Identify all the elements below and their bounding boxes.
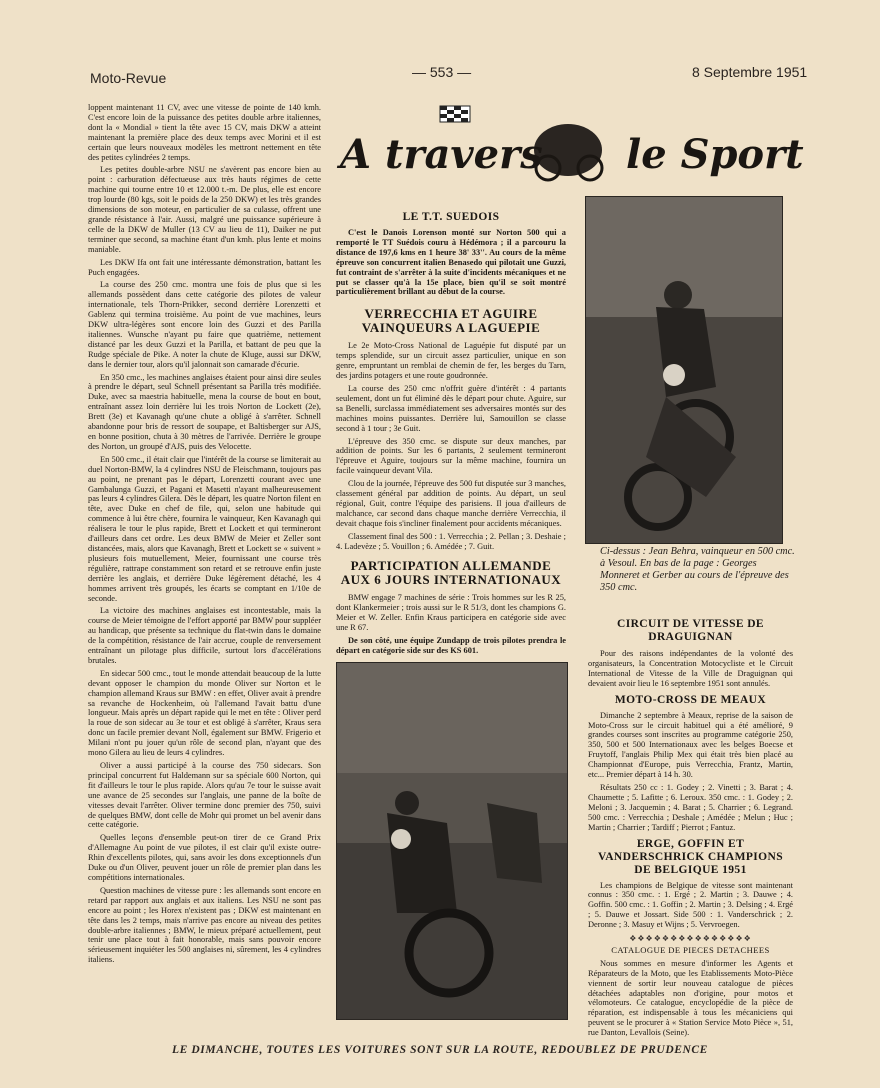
banner-logo [336, 102, 806, 194]
article-paragraph: Résultats 250 cc : 1. Godey ; 2. Vinetti ; 3. Barat ; 4. Chaumette ; 5. Lafitte ; 6. Leroux. 350 cmc. : 1. Godey ; 2. Meloni ; 3. Jacquemin ; 4. Barat ; 5. Charrier ; 6. Legrand. 500 cmc. : Verrecchia ; Deshale ; Amédée ; Melun ; Huc ; Martin ; Charrier ; Tardiff ; Pierrot ; Fantuz. [588, 782, 793, 832]
race-photo-graphic [337, 663, 567, 1019]
article-paragraph: La course des 250 cmc. montra une fois de plus que si les allemands possèdent dans cette catégorie des pilotes de valeur internationale, tels Thorn-Prikker, second derrière Lorenzetti et Gablenz qui termina troisième. Au point de vue machines, leurs DKW ultra-légères sont encore loin des Guzzi et des Parilla italiennes. Wunsche n'ayant pu faire que quatrième, nettement distancé par les deux Guzzi et la Parilla, et battant de peu que la Rudge spéciale de Pike. A noter la chute de Kluge, aussi sur DKW, dans le dernier tour, alors qu'il jalonnait son camarade d'écurie. [88, 280, 321, 369]
article-paragraph: L'épreuve des 350 cmc. se dispute sur deux manches, par addition de points. Sur les 6 partants, 2 seulement termineront l'épreuve et Aguire, toujours sur la même machine, fournira un facile vainqueur devant Vila. [336, 436, 566, 476]
headline-draguignan: CIRCUIT DE VITESSE DE DRAGUIGNAN [617, 618, 764, 643]
header-date: 8 Septembre 1951 [692, 64, 808, 80]
article-paragraph: Clou de la journée, l'épreuve des 500 fut disputée sur 3 manches, classement général par addition de points. Au départ, un seul régional, Guit, contre l'équipe des parisiens. Il joua d'ailleurs de malchance, car second dans chaque manche derrière Verrecchia, il devait chaque fois s'incliner finalement pour accidents mécaniques. [336, 479, 566, 528]
article-paragraph: En 500 cmc., il était clair que l'intérêt de la course se limiterait au duel Norton-BMW, la 4 cylindres NSU de Fleischmann, toujours pas au point, ne prenant pas le départ, Lorenzetti courant avec une Gambalunga Guzzi, et Pagani et Masetti n'ayant malheureusement pas leurs 4 cylindres Gilera. Dès le départ, les quatre Norton filent en tête, avec Duke en chef de file, qui, selon une habitude qui commence à lui être chère, fournira le vainqueur, Ken Kavanagh qui réalisera le tour le plus rapide, Brett et Lockett et qui termineront d'ailleurs dans cet ordre. Les deux BMW de Meier et Zeller sont distancées, mais, alors que Kavanagh, Brett et Lockett se « suivent » plusieurs fois mutuellement, Meier, fournissant une course très régulière, rattrape constamment son retard et se retrouve enfin juste derrière les anglais, et derrière Duke légèrement détaché, les 4 hommes arrivent très groupés, les écarts se comptant en 1/10e de seconde. [88, 454, 321, 603]
article-paragraph: Quelles leçons d'ensemble peut-on tirer de ce Grand Prix d'Allemagne Au point de vue pilotes, il est clair qu'il existe outre-Rhin d'excellents pilotes, qui, sans avoir les dons exceptionnels d'un Duke ou d'un Oliver, peuvent jouer un rôle de premier plan dans les compétitions internationales. [88, 833, 321, 882]
headline-laguepie: VERRECCHIA ET AGUIRE VAINQUEURS A LAGUEPIE [361, 306, 541, 336]
headline-catalogue: CATALOGUE DE PIECES DETACHEES [611, 944, 770, 955]
article-paragraph: Nous sommes en mesure d'informer les Agents et Réparateurs de la Moto, que les Etablissements Moto-Pièce viennent de sortir leur nouveau catalogue de pièces détachées adaptables non d'origine, pour motos et vélomoteurs. Ce catalogue, encyclopédie de la pièce de réparation, est indispensable à tous les mécaniciens qui peuvent se le procurer à « Station Service Moto Pièce », 51, rue Danton, Levallois (Seine). [588, 958, 793, 1038]
article-paragraph: En sidecar 500 cmc., tout le monde attendait beaucoup de la lutte devant opposer le champion du monde Oliver sur Norton et le champion allemand Kraus sur BMW : en effet, Oliver avait à prendre sa revanche de Hockenheim, où l'allemand l'avait battu d'une longueur. Mais après un départ rapide qui le met en tête : Oliver perd la roue de son sidecar au 3e tour et est obligé à s'arrêter, Kraus sera donc un facile premier devant Noll, également sur BMW. Frigerio et Milani n'ont pu jouer qu'un rôle de second plan, n'ayant que des mono Gilera au lieu de leurs 4 cylindres. [88, 668, 321, 758]
article-paragraph: Question machines de vitesse pure : les allemands sont encore en retard par rapport aux anglais et aux italiens. Les NSU ne sont pas encore au point ; les Horex n'existent pas ; DKW est maintenant en tête dans les 2 temps, mais n'arrive pas encore au niveau des petites double-arbre italiennes ; BMW, le mieux préparé actuellement, peut tenir une place tout à fait honorable, mais sans pouvoir encore sérieusement inquiéter les 500 anglaises ni, sûrement, les 4 cylindres italiens. [88, 885, 321, 965]
column-middle-articles [336, 211, 566, 666]
header-page-number: — 553 — [412, 64, 472, 80]
headline-tt-suedois: LE T.T. SUEDOIS [402, 211, 500, 223]
article-paragraph: Pour des raisons indépendantes de la volonté des organisateurs, la Concentration Motocycliste et le Circuit International de Vitesse de la Ville de Draguignan qui devaient avoir lieu le 16 septembre 1951 sont annulés. [588, 649, 793, 688]
column-right-articles [588, 618, 793, 1038]
section-banner [336, 102, 806, 194]
article-paragraph: BMW engage 7 machines de série : Trois hommes sur les R 25, dont Klankermeier ; trois aussi sur le R 51/3, dont les champions G. Meier et W. Zeller. Enfin Kraus participera en catégorie side avec une R 67. [336, 593, 566, 633]
article-paragraph: Oliver a aussi participé à la course des 750 sidecars. Son principal concurrent fut Haldemann sur sa spéciale 600 Norton, qui fit d'ailleurs le tour le plus rapide. Alors qu'au 7e tour le suisse avait une avance de 25 secondes sur l'anglais, une panne de la boîte de vitesses devait l'arrêter. Oliver termine donc premier des 750, suivi de quelques BMW, dont celle de Mohr qui promet un bel avenir dans cette catégorie. [88, 761, 321, 830]
article-paragraph: Les DKW Ifa ont fait une intéressante démonstration, battant les Puch engagées. [88, 257, 321, 277]
column-left-article [88, 103, 321, 1027]
article-paragraph: Classement final des 500 : 1. Verrecchia ; 2. Pellan ; 3. Deshaie ; 4. Ladevèze ; 5. Vouillon ; 6. Amédée ; 7. Guit. [336, 531, 566, 551]
motorcyclist-icon [534, 124, 602, 176]
article-paragraph: Les champions de Belgique de vitesse sont maintenant connus : 350 cmc. : 1. Ergé ; 2. Martin ; 3. Dauwe ; 4. Goffin. 500 cmc. : 1. Goffin ; 2. Martin ; 3. Delsing ; 4. Ergé ; 5. Dauwe et Jossart. Side 500 : 1. Vanderschrick ; 2. Deronne ; 3. Masuy et Wijns ; 5. Vervroegen. [588, 880, 793, 930]
footer-slogan: LE DIMANCHE, TOUTES LES VOITURES SONT SUR LA ROUTE, REDOUBLEZ DE PRUDENCE [172, 1044, 708, 1056]
article-paragraph: Le 2e Moto-Cross National de Laguépie fut disputé par un temps splendide, sur un circuit assez particulier, unique en son genre, empruntant un remblai de chemin de fer, les berges du Tarn, des jardins potagers et une route goudronnée. [336, 341, 566, 381]
photo-caption: Ci-dessus : Jean Behra, vainqueur en 500 cmc. à Vesoul. En bas de la page : Georges Monneret et Gerber au cours de l'épreuve des 350 cmc. [600, 546, 795, 593]
headline-six-days: PARTICIPATION ALLEMANDE AUX 6 JOURS INTERNATIONAUX [340, 558, 562, 588]
photo-monneret-gerber [336, 662, 568, 1020]
headline-meaux: MOTO-CROSS DE MEAUX [614, 693, 767, 706]
headline-belgique: ERGE, GOFFIN ET VANDERSCHRICK CHAMPIONS DE BELGIQUE 1951 [597, 837, 784, 876]
article-paragraph: Dimanche 2 septembre à Meaux, reprise de la saison de Moto-Cross sur le circuit habituel qui a été amélioré, 9 grandes courses sont inscrites au programme catégorie 250, 350, 500 et 500 Internationaux avec les belges Boecse et Fruytoff, l'anglais Philip Mex qui était très bien placé au Championnat d'Europe, puis Verrecchia, Frantz, Martin, etc... Premier départ à 14 h. 30. [588, 710, 793, 780]
rider-photo-graphic [586, 197, 782, 543]
photo-jean-behra [585, 196, 783, 544]
header-magazine-name: Moto-Revue [90, 70, 167, 86]
article-paragraph: En 350 cmc., les machines anglaises étaient pour ainsi dire seules à prendre le départ, seul Schnell présentant sa Parilla très modifiée. Duke, avec sa maestria habituelle, mena la course de bout en bout, entraînant assez loin derrière lui les trois Norton de Lockett (2e), Brett (3e) et Kavanagh qu'une chute a obligé à s'arrêter. Schnell abandonne pour bris de ressort de soupape, et Baltisberger sur AJS, en bonne position, chuta à 30 mètres de l'arrivée. Derrière le groupe des Norton, un groupé d'AJS, puis des Velocette. [88, 372, 321, 451]
article-paragraph: loppent maintenant 11 CV, avec une vitesse de pointe de 140 kmh. C'est encore loin de la puissance des petites double arbre italiennes, dont la « Mondial » tient la tête avec 15 CV, mais DKW a atteint maintenant la première place des deux temps avec Morini et il est certain que leurs nouveaux modèles les mettront nettement en tête des petites cylindrées 2 temps. [88, 103, 321, 162]
article-paragraph: La course des 250 cmc n'offrit guère d'intérêt : 4 partants seulement, dont un fut éliminé dès le départ pour chute. Aguire, sur sa Benelli, surclassa immédiatement ses adversaires montés sur des machines moins puissantes. Derrière lui, Samouillon se classe second à 1 tour ; 3e Guit. [336, 383, 566, 433]
article-paragraph: La victoire des machines anglaises est incontestable, mais la course de Meier témoigne de l'effort apporté par BMW pour suppléer au handicap, que présente sa technique du flat-twin dans le domaine de la compétition, résistance de l'air accrue, couple de renversement entraînant un pilotage plus difficile, surtout lors d'accélérations brutales. [88, 606, 321, 665]
article-tt-text: C'est le Danois Lorenson monté sur Norton 500 qui a remporté le TT Suédois couru à Hédémora ; il a parcouru la distance de 197,6 kms en 1 heure 38' 33''. Au cours de la même épreuve son concurrent italien Benasedo qui pilotait une Guzzi, fut contraint de s'arrêter à la suite d'incidents mécaniques et ne put se classer qu'à la 15e place, bien qu'il se soit montré particulièrement brillant au début de la course. [336, 228, 566, 297]
svg-text:le Sport: le Sport [626, 131, 804, 178]
svg-text:A travers: A travers [340, 131, 543, 178]
article-paragraph: De son côté, une équipe Zundapp de trois pilotes prendra le départ en catégorie side sur des KS 601. [336, 636, 566, 655]
separator-ornament: ❖❖❖❖❖❖❖❖❖❖❖❖❖❖❖ [629, 934, 752, 944]
article-paragraph: Les petites double-arbre NSU ne s'avèrent pas encore bien au point : carburation défectueuse aux très hauts régimes de cette machine qui tourne entre 10 et 12.000 t.-m. De plus, elle est encore trop lourde (80 kgs, soit le poids de la 250 DKW) et les très grandes dimensions de son moteur, en particulier de sa culasse, offrent une grande résistance à l'air. Aussi, malgré une puissance supérieure à celle de la DKW de Muller (13 CV au lieu de 11), Daiker ne put terminer que second, sa machine étant d'un kmh. plus lente et moins maniable. [88, 165, 321, 254]
